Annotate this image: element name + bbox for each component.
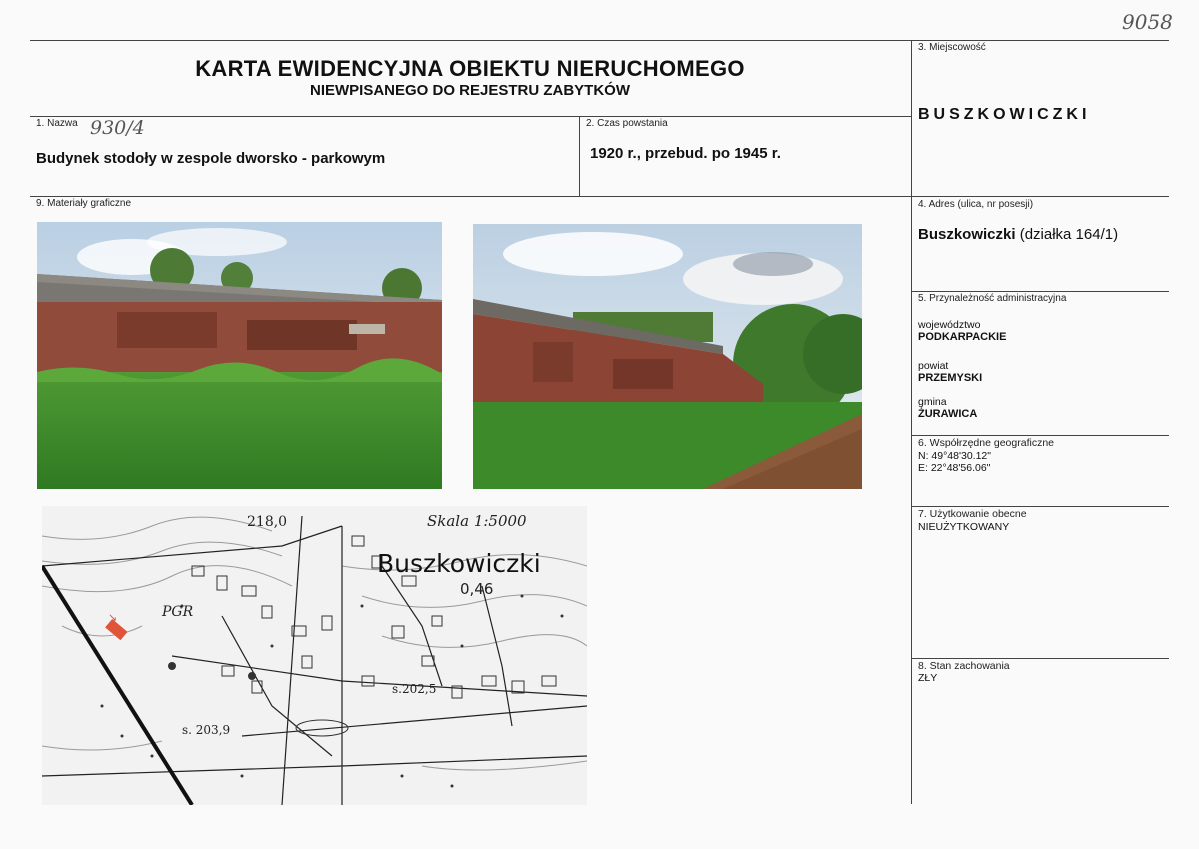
przynaleznosc-label: 5. Przynależność administracyjna — [918, 293, 1067, 304]
row-divider — [30, 196, 1169, 197]
uzytkowanie-divider — [912, 658, 1169, 659]
materialy-label: 9. Materiały graficzne — [36, 198, 132, 209]
gmina-value: ŻURAWICA — [918, 408, 978, 420]
czas-value: 1920 r., przebud. po 1945 r. — [590, 145, 781, 162]
map-village-label: Buszkowiczki — [377, 549, 541, 578]
page-subtitle: NIEWPISANEGO DO REJESTRU ZABYTKÓW — [309, 82, 631, 99]
wojewodztwo-label: województwo — [918, 319, 981, 331]
map-elevation-2039: s. 203,9 — [182, 723, 231, 737]
adres-label: 4. Adres (ulica, nr posesji) — [918, 199, 1034, 210]
nazwa-value: Budynek stodoły w zespole dworsko - parkowym — [36, 150, 386, 167]
stan-value: ZŁY — [918, 672, 938, 684]
map-pgr-label: PGR — [162, 604, 194, 620]
uzytkowanie-value: NIEUŻYTKOWANY — [918, 521, 1010, 533]
location-map — [42, 506, 587, 805]
adres-value-bold: Buszkowiczki — [918, 226, 1016, 243]
name-time-divider — [579, 116, 580, 196]
header-divider — [30, 116, 912, 117]
map-elevation-218: 218,0 — [247, 514, 288, 530]
longitude: E: 22°48'56.06" — [918, 462, 991, 474]
map-scale: Skala 1:5000 — [427, 512, 527, 530]
right-column-divider — [911, 40, 912, 804]
name-note-handwritten: 930/4 — [90, 117, 145, 139]
map-elevation-046: 0,46 — [460, 580, 494, 598]
svg-text:↘: ↘ — [108, 612, 118, 624]
powiat-label: powiat — [918, 360, 949, 372]
powiat-value: PRZEMYSKI — [918, 372, 983, 384]
przynaleznosc-divider — [912, 435, 1169, 436]
miejscowosc-value: BUSZKOWICZKI — [918, 106, 1091, 123]
gmina-label: gmina — [918, 396, 947, 408]
map-elevation-2025: s.202,5 — [392, 682, 437, 696]
stan-label: 8. Stan zachowania — [918, 660, 1010, 672]
wspolrzedne-label: 6. Współrzędne geograficzne — [918, 437, 1054, 449]
inventory-number: 9058 — [1122, 10, 1173, 34]
adres-value-rest: (działka 164/1) — [1019, 226, 1119, 243]
top-border — [30, 40, 1169, 41]
nazwa-label: 1. Nazwa — [36, 118, 78, 129]
barn-photo-front — [37, 222, 442, 489]
adres-divider — [912, 291, 1169, 292]
page-title: KARTA EWIDENCYJNA OBIEKTU NIERUCHOMEGO — [195, 56, 745, 81]
barn-photo-side — [473, 224, 862, 489]
uzytkowanie-label: 7. Użytkowanie obecne — [918, 508, 1027, 520]
czas-label: 2. Czas powstania — [586, 118, 668, 129]
wspolrzedne-divider — [912, 506, 1169, 507]
miejscowosc-label: 3. Miejscowość — [918, 42, 986, 53]
wojewodztwo-value: PODKARPACKIE — [918, 331, 1007, 343]
adres-value — [918, 226, 1118, 243]
latitude: N: 49°48'30.12" — [918, 450, 991, 462]
